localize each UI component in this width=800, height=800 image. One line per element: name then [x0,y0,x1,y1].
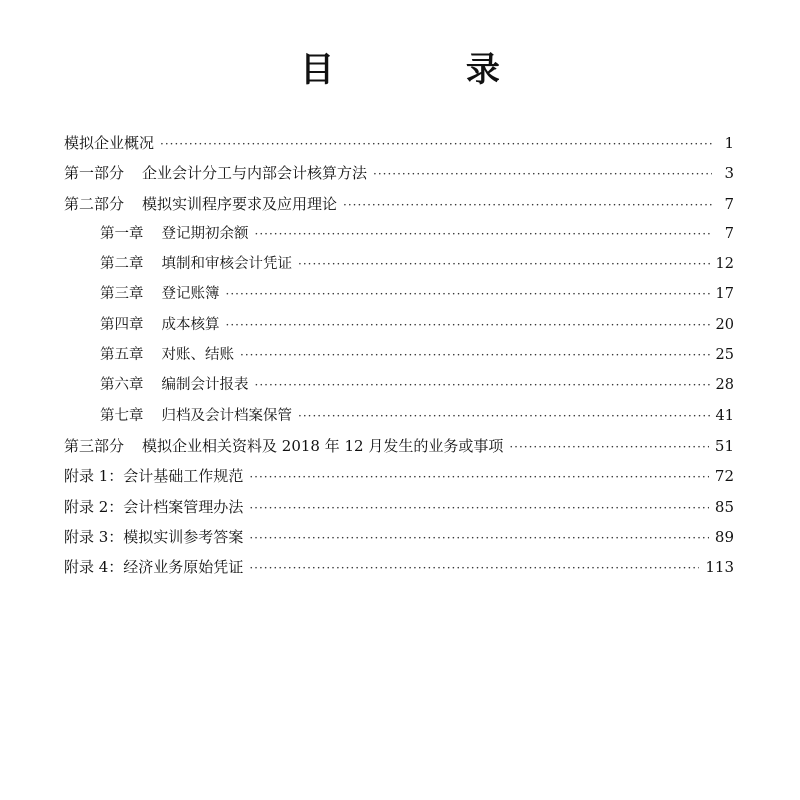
toc-entry-label [64,552,243,582]
toc-entry[interactable] [64,340,734,370]
dot-leader [160,129,712,159]
toc-entry[interactable] [64,370,734,400]
dot-leader [226,310,710,340]
dot-leader [509,432,709,462]
toc-entry-label [64,522,243,552]
toc-chapter-number: 第七章 [100,407,144,424]
toc-entry-text: 归档及会计档案保管 [161,407,292,424]
dot-leader [298,401,710,431]
dot-leader [226,279,710,309]
toc-entry[interactable] [64,401,734,431]
toc-entry-label [64,128,154,158]
toc-entry-label [64,431,503,461]
dot-leader [298,249,710,279]
dot-leader [249,523,709,553]
toc-entry-label [64,158,367,188]
toc-part-number: 第二部分 [64,194,125,213]
page-title: 目 录 [300,50,560,90]
toc-page-number: 41 [715,407,734,424]
dot-leader [249,553,699,583]
toc-chapter-number: 第六章 [100,377,144,394]
toc-entry[interactable] [64,279,734,309]
dot-leader [373,159,712,189]
toc-entry[interactable] [64,522,734,552]
toc-page-number: 28 [715,377,734,394]
toc-page-number: 51 [714,436,734,455]
toc-part-number: 第一部分 [64,164,125,183]
toc-entry[interactable] [64,461,734,491]
toc-page-number: 113 [705,558,734,577]
toc-entry[interactable] [64,189,734,219]
toc-chapter-number: 第二章 [100,256,144,273]
dot-leader [255,370,710,400]
toc-page-number: 12 [715,256,734,273]
toc-entry-text: 登记账簿 [161,286,220,303]
toc-entry-label [64,492,243,522]
toc-chapter-number: 第一章 [100,225,144,242]
toc-entry-text: 模拟企业概况 [64,134,155,152]
toc-entry-text: 对账、结账 [161,347,234,364]
toc-chapter-number: 第三章 [100,286,144,303]
toc-entry-label [64,189,337,219]
toc-entry-label [100,310,220,340]
toc-chapter-number: 第四章 [100,316,144,333]
dot-leader [343,190,712,220]
toc-page-number: 17 [715,286,734,303]
toc-entry-text: 登记期初余额 [161,225,249,242]
toc-entry-label [100,340,234,370]
toc-entry-text: 成本核算 [161,316,220,333]
toc-entry[interactable] [64,158,734,188]
toc-chapter-number: 第五章 [100,347,144,364]
toc-entry-text: 企业会计分工与内部会计核算方法 [142,164,368,183]
toc-page-number: 3 [724,164,734,183]
toc-entry[interactable] [64,219,734,249]
toc-page-number: 25 [715,347,734,364]
toc-entry-label [100,370,249,400]
toc-page-number: 72 [714,467,734,486]
dot-leader [240,340,710,370]
toc-part-number: 第三部分 [64,436,125,455]
toc-page-number: 7 [724,194,734,213]
toc-entry-text: 模拟企业相关资料及 2018 年 12 月发生的业务或事项 [142,436,504,455]
dot-leader [255,219,713,249]
toc-page-number: 85 [714,497,734,516]
table-of-contents [64,128,734,582]
toc-entry-text: 模拟实训程序要求及应用理论 [142,194,338,213]
toc-entry-text: 填制和审核会计凭证 [161,256,292,273]
toc-entry[interactable] [64,128,734,158]
toc-entry-text: 附录 2：会计档案管理办法 [64,497,244,516]
toc-entry-text: 附录 1：会计基础工作规范 [64,467,244,486]
dot-leader [249,493,709,523]
toc-entry-label [64,461,243,491]
toc-page-number: 7 [724,225,734,242]
toc-entry[interactable] [64,492,734,522]
toc-entry-text: 附录 4：经济业务原始凭证 [64,558,244,577]
toc-entry-label [100,401,292,431]
toc-page-number: 89 [714,527,734,546]
toc-page-number: 20 [715,316,734,333]
toc-entry[interactable] [64,310,734,340]
toc-entry[interactable] [64,249,734,279]
toc-entry-label [100,219,249,249]
dot-leader [249,462,709,492]
toc-entry-label [100,279,220,309]
toc-entry-text: 附录 3：模拟实训参考答案 [64,527,244,546]
toc-entry-text: 编制会计报表 [161,377,249,394]
toc-entry[interactable] [64,431,734,461]
toc-entry[interactable] [64,552,734,582]
toc-page-number: 1 [724,134,734,152]
toc-entry-label [100,249,292,279]
